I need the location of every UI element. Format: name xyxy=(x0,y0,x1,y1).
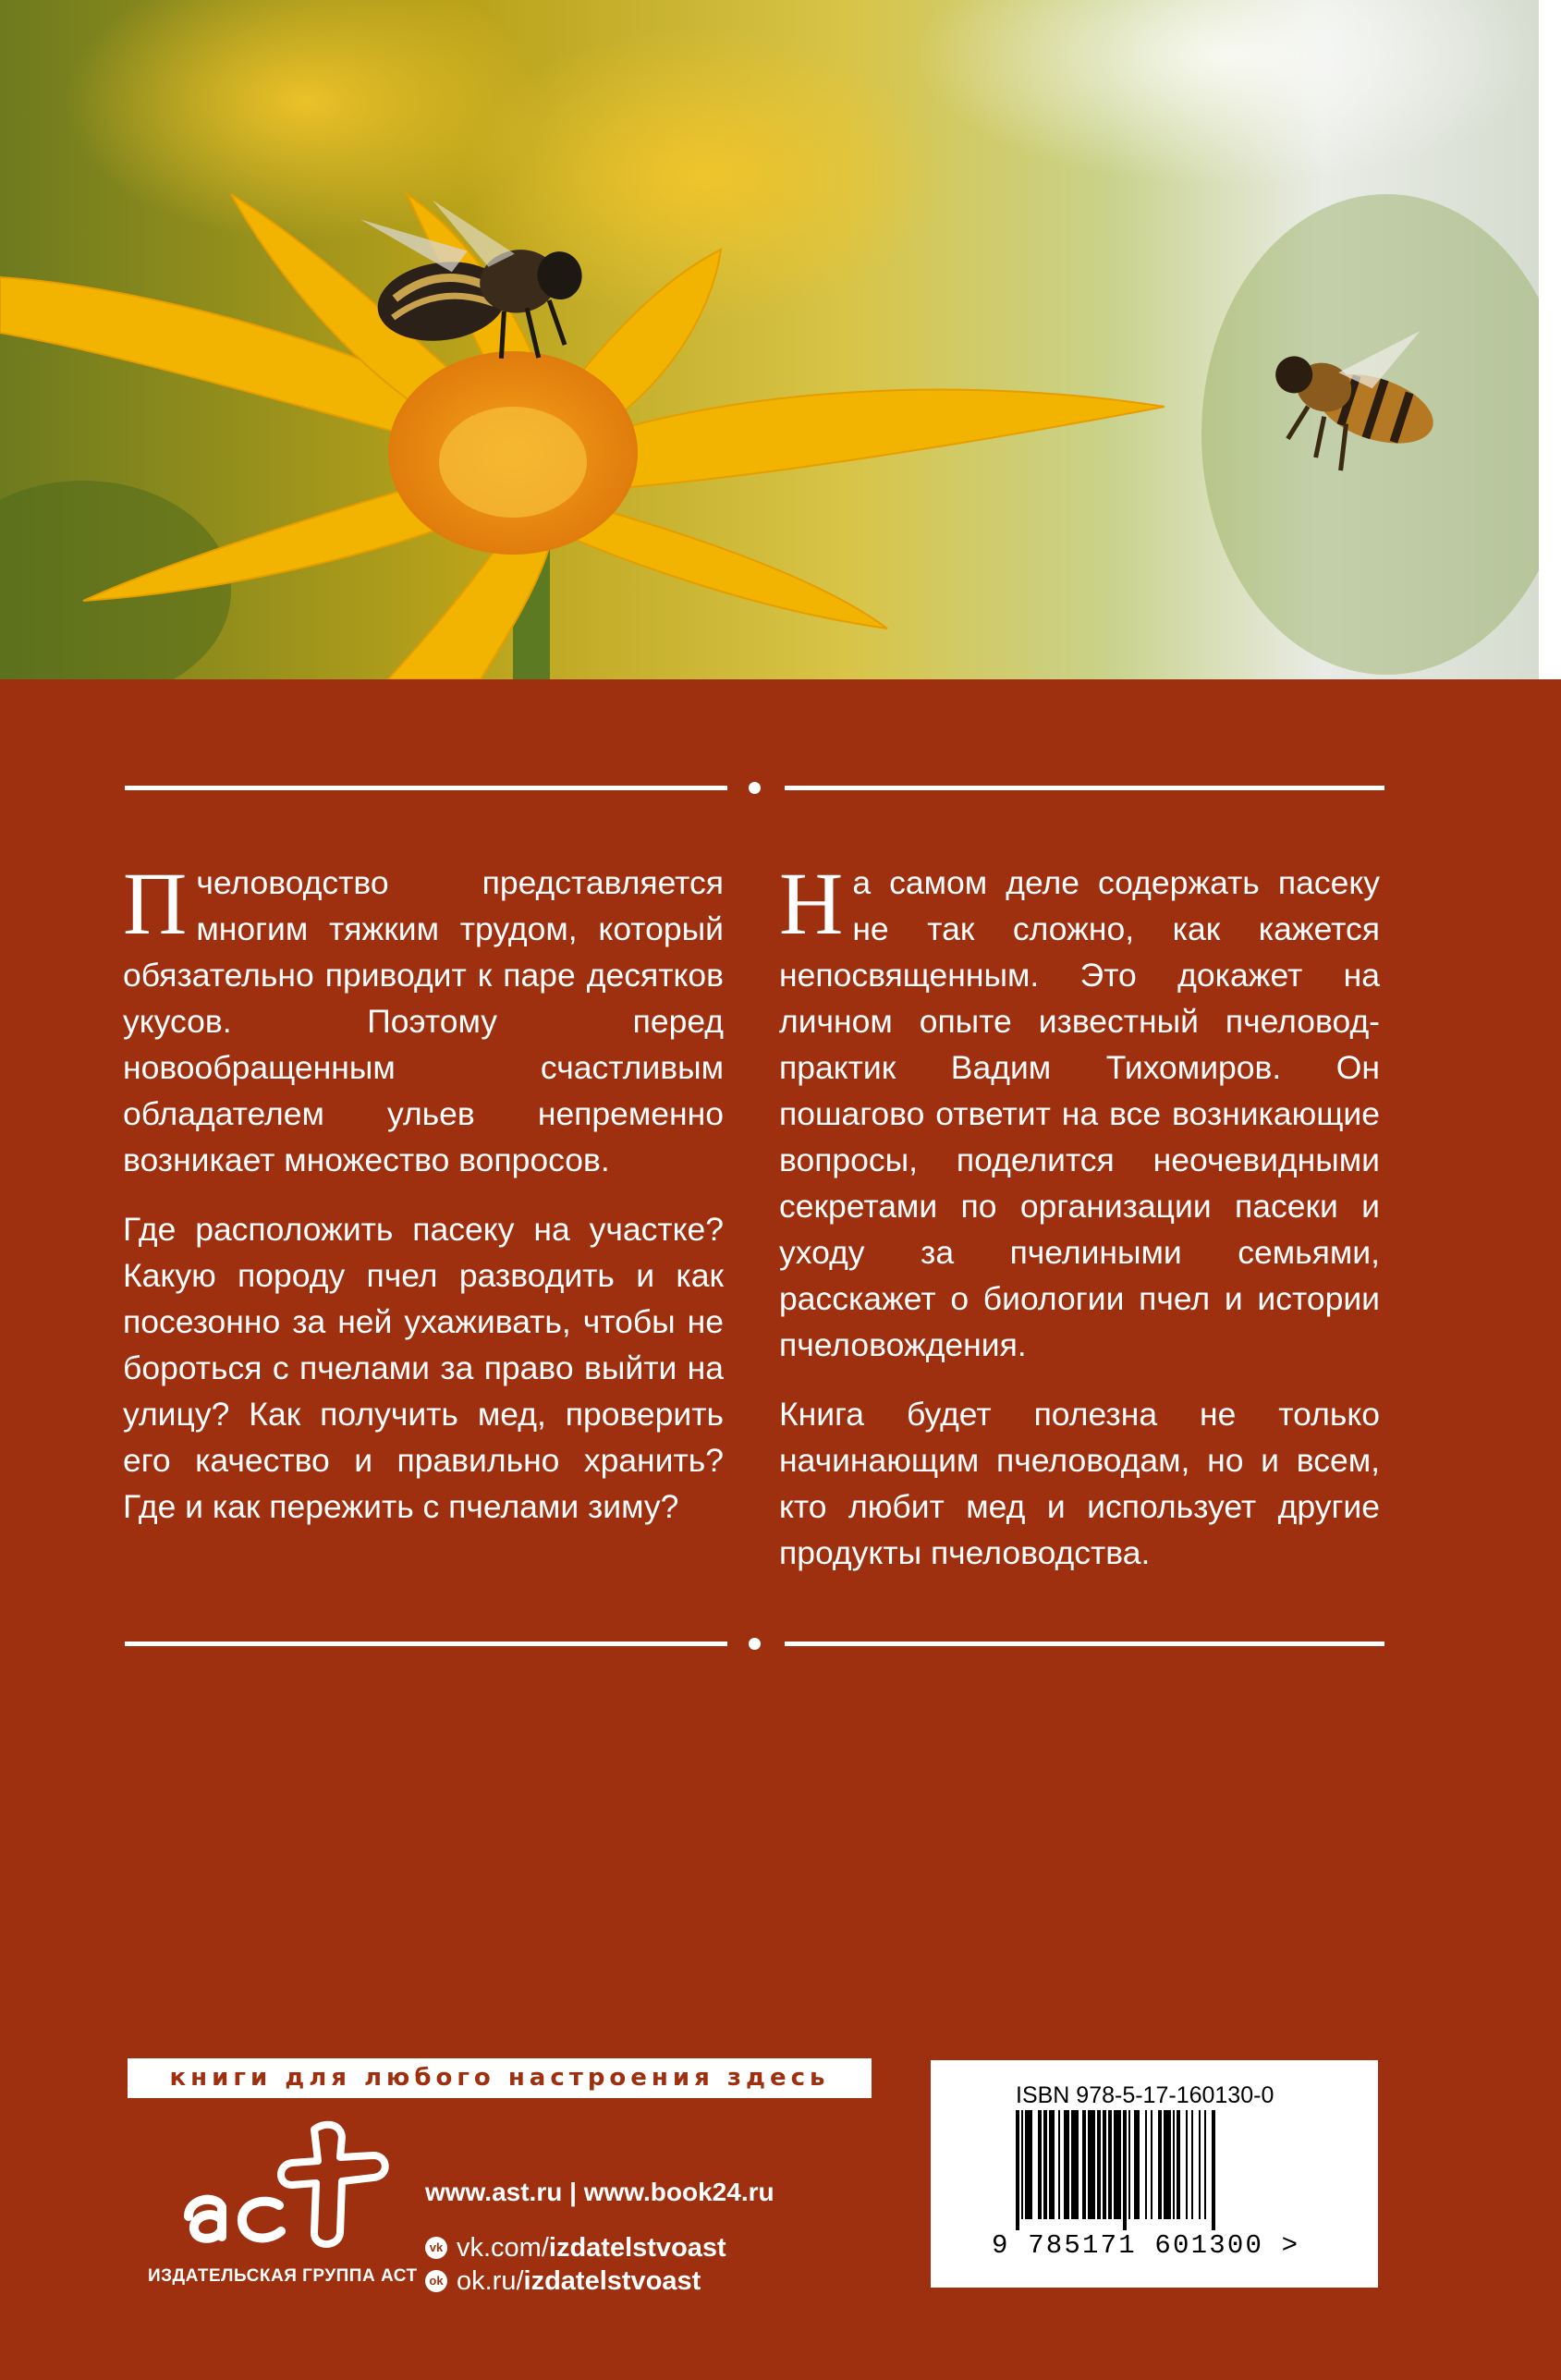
vk-icon: vk xyxy=(425,2237,447,2259)
barcode-bar xyxy=(1114,2110,1121,2219)
vk-handle: izdatelstvoast xyxy=(548,2233,726,2263)
barcode-bar xyxy=(1177,2110,1180,2219)
barcode-bar xyxy=(1164,2110,1171,2219)
barcode-bar xyxy=(1088,2110,1095,2219)
isbn-label: ISBN 978-5-17-160130-0 xyxy=(1016,2082,1274,2108)
barcode-bar xyxy=(1103,2110,1106,2219)
ok-prefix: ok.ru/ xyxy=(457,2266,524,2296)
barcode-bar xyxy=(1097,2110,1101,2219)
barcode-guard-bar xyxy=(1125,2110,1127,2230)
vk-link[interactable] xyxy=(425,2231,774,2264)
cover-photo xyxy=(0,0,1539,679)
description-left-column xyxy=(123,854,724,1553)
barcode-bar xyxy=(1082,2110,1086,2219)
barcode xyxy=(1016,2110,1302,2230)
barcode-guard-bar xyxy=(1018,2110,1019,2230)
barcode-bar xyxy=(1108,2110,1112,2219)
ok-icon: ok xyxy=(425,2270,447,2292)
description-paragraph: На самом деле содержать пасеку не так сложно, как кажется непосвященным. Это докажет на личном опыте известный пчеловод-практик Вадим Тихомиров. Он пошагово ответит на все возникающие вопросы, поделится неочевидными секретами по организации пасеки и уходу за пчелиными семьями, расскажет о биологии пчел и истории пчеловождения. xyxy=(779,854,1380,1363)
social-links xyxy=(425,2231,774,2298)
barcode-bar xyxy=(1134,2110,1140,2219)
barcode-guard-bar xyxy=(1123,2110,1125,2230)
photo-edge xyxy=(1539,0,1561,679)
ast-logo-mark xyxy=(176,2117,397,2255)
barcode-bar xyxy=(1191,2110,1193,2219)
publisher-caption: ИЗДАТЕЛЬСКАЯ ГРУППА АСТ xyxy=(148,2266,418,2286)
barcode-bar xyxy=(1058,2110,1060,2219)
barcode-guard-bar xyxy=(1016,2110,1018,2230)
barcode-bar xyxy=(1025,2110,1032,2219)
description-paragraph: Пчеловодство представляется многим тяжким трудом, который обязательно приводит к паре десятков укусов. Поэтому перед новообращенным счастливым обладателем ульев непременно возникает множество вопросов. xyxy=(123,854,724,1178)
barcode-bar xyxy=(1038,2110,1042,2219)
barcode-bar xyxy=(1049,2110,1055,2219)
ok-handle: izdatelstvoast xyxy=(523,2266,701,2296)
ornamental-rule-top xyxy=(125,782,1384,793)
description-paragraph: Где расположить пасеку на участке? Какую породу пчел разводить и как посезонно за ней ухаживать, чтобы не бороться с пчелами за право выйти на улицу? Как получить мед, проверить его качество и правильно хранить? Где и как пережить с пчелами зиму? xyxy=(123,1211,724,1525)
description-paragraph: Книга будет полезна не только начинающим пчеловодам, но и всем, кто любит мед и использует другие продукты пчеловодства. xyxy=(779,1396,1380,1571)
barcode-bar xyxy=(1158,2110,1162,2219)
barcode-bar xyxy=(1071,2110,1079,2219)
ast-logo xyxy=(148,2117,416,2255)
barcode-bar xyxy=(1173,2110,1175,2219)
barcode-bar xyxy=(1204,2110,1206,2219)
barcode-guard-bar xyxy=(1212,2110,1213,2230)
website-links[interactable]: www.ast.ru | www.book24.ru xyxy=(425,2178,774,2206)
barcode-bar xyxy=(1064,2110,1069,2219)
ok-link[interactable] xyxy=(425,2264,774,2298)
barcode-bar xyxy=(1128,2110,1130,2219)
ornamental-rule-bottom xyxy=(125,1638,1384,1649)
isbn-digits: 9 785171 601300 > xyxy=(992,2230,1300,2261)
bees-flower-illustration xyxy=(0,0,1539,679)
barcode-bar xyxy=(1186,2110,1188,2219)
vk-prefix: vk.com/ xyxy=(457,2233,549,2263)
isbn-barcode-box xyxy=(931,2060,1378,2288)
barcode-bar xyxy=(1199,2110,1201,2219)
barcode-bar xyxy=(1043,2110,1047,2219)
slogan-banner: книги для любого настроения здесь xyxy=(128,2058,872,2098)
description-right-column xyxy=(779,854,1380,1599)
barcode-bar xyxy=(1145,2110,1147,2219)
barcode-bar xyxy=(1021,2110,1023,2219)
barcode-bar xyxy=(1151,2110,1152,2219)
barcode-guard-bar xyxy=(1213,2110,1215,2230)
publisher-links xyxy=(425,2178,774,2298)
